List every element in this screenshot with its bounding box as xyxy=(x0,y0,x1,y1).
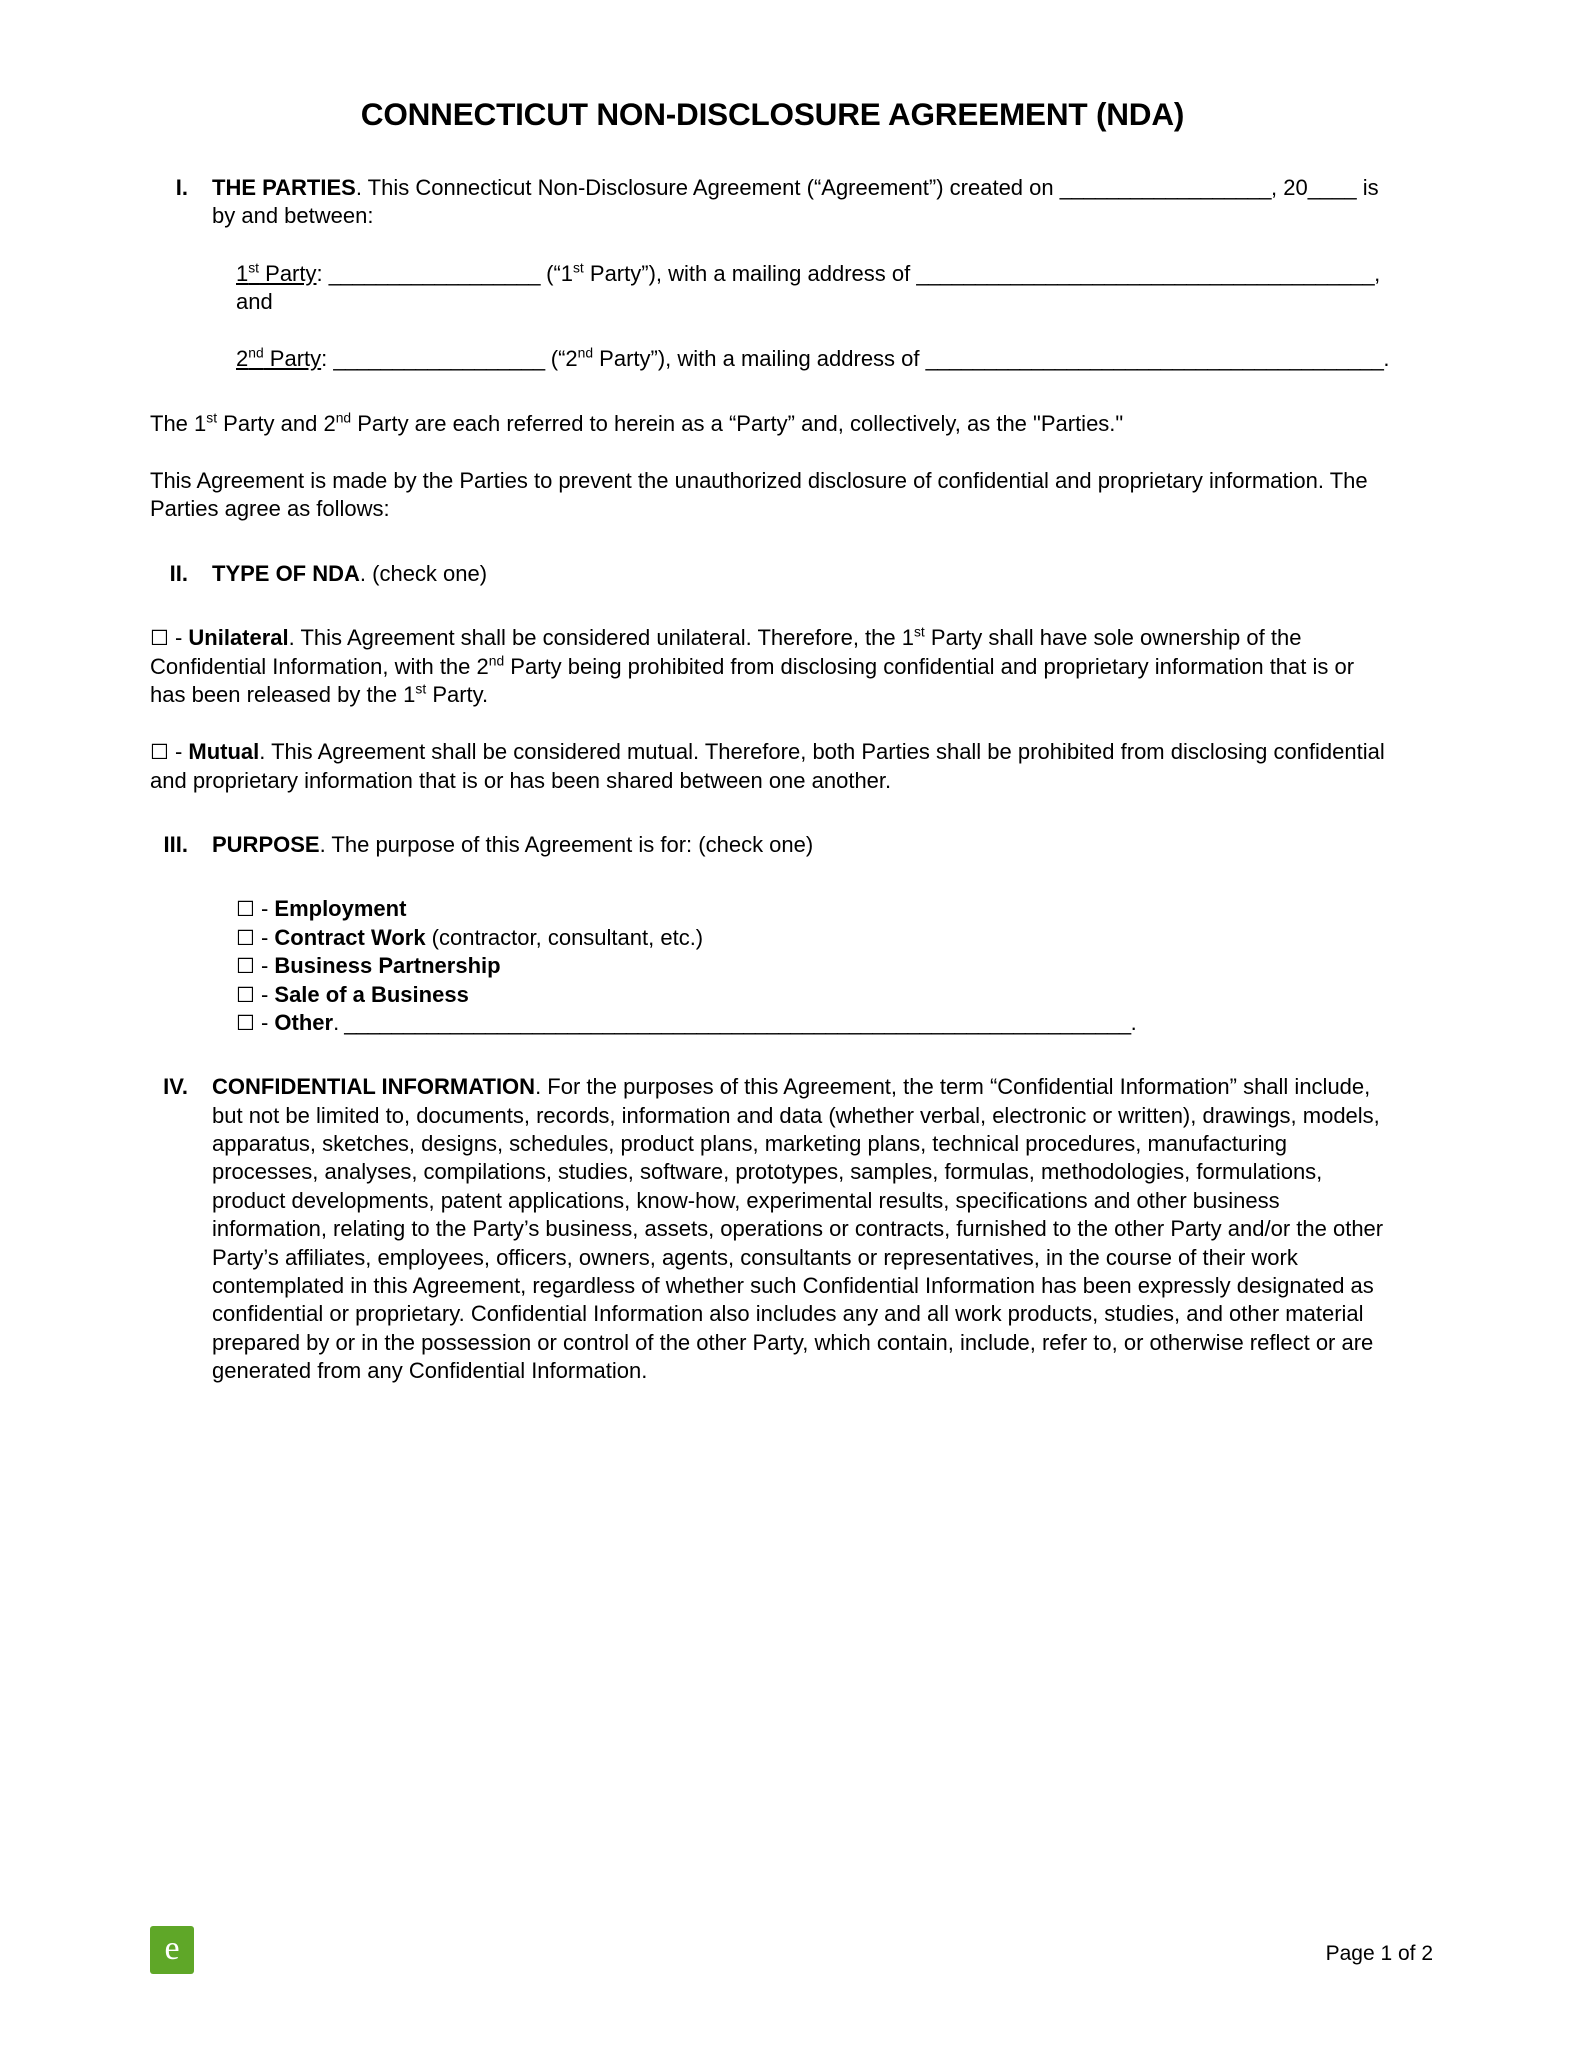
section-body-the-parties xyxy=(212,174,1395,231)
checkbox-sale-of-a-business[interactable]: ☐ xyxy=(236,982,255,1007)
parties-referral-paragraph xyxy=(150,410,1395,438)
party-1-block xyxy=(236,260,1395,317)
section-the-parties xyxy=(150,174,1395,231)
section-heading-confidential-information: CONFIDENTIAL INFORMATION xyxy=(212,1074,536,1100)
sale-of-a-business-label: Sale of a Business xyxy=(274,981,469,1007)
unilateral-text-d: Party. xyxy=(426,681,489,707)
party-1-number: 1 xyxy=(236,260,249,286)
party-1-ordinal-suffix: st xyxy=(248,259,260,276)
unilateral-sup-a: st xyxy=(914,623,925,640)
contract-work-suffix: (contractor, consultant, etc.) xyxy=(425,924,704,950)
contract-work-dash: - xyxy=(254,924,275,950)
other-label: Other xyxy=(274,1009,334,1035)
page-number: Page 1 of 2 xyxy=(1325,1942,1433,1965)
party-1-label xyxy=(236,261,317,286)
party-2-label xyxy=(236,346,321,371)
party-2-word: Party xyxy=(263,346,322,372)
party-2-colon: : xyxy=(321,346,328,372)
unilateral-text-b: Party shall have sole ownership of the Confidential Information, with the 2 xyxy=(150,625,1302,679)
purpose-heading-tail: . The purpose of this Agreement is for: (check one) xyxy=(319,832,814,858)
purpose-option-business-partnership[interactable] xyxy=(236,952,1395,980)
unilateral-label: Unilateral xyxy=(188,625,289,651)
party-2-ordinal-suffix: nd xyxy=(248,344,264,361)
purpose-option-sale-of-a-business[interactable] xyxy=(236,981,1395,1009)
sale-of-a-business-dash: - xyxy=(254,981,275,1007)
checkbox-employment[interactable]: ☐ xyxy=(236,897,255,922)
parties-intro-a: . This Connecticut Non-Disclosure Agreement (“Agreement”) created on xyxy=(355,174,1054,200)
section-numeral-iii: III. xyxy=(163,832,188,858)
checkbox-business-partnership[interactable]: ☐ xyxy=(236,954,255,979)
section-body-purpose xyxy=(212,831,1395,859)
contract-work-label: Contract Work xyxy=(274,924,426,950)
section-purpose xyxy=(150,831,1395,859)
other-blank[interactable]: . ___________________________________________________________________. xyxy=(333,1009,1137,1035)
section-type-of-nda xyxy=(150,560,1395,588)
unilateral-sup-c: st xyxy=(415,680,427,697)
party-2-tail: . xyxy=(1383,346,1390,372)
section-heading-type-of-nda: TYPE OF NDA xyxy=(212,560,360,586)
section-heading-purpose: PURPOSE xyxy=(212,832,320,858)
unilateral-dash: - xyxy=(168,625,189,651)
party-1-name-blank[interactable]: __________________ xyxy=(328,260,540,286)
eforms-logo-icon xyxy=(150,1926,194,1974)
party-2-quote-open: (“2 xyxy=(544,346,578,372)
party-1-colon: : xyxy=(316,260,323,286)
section-numeral-iv: IV. xyxy=(163,1074,188,1100)
mutual-text-a: . This Agreement shall be considered mutual. Therefore, both Parties shall be prohibited from disclosing confidential and proprietary information that is or has been shared between one another. xyxy=(150,739,1385,793)
checkbox-unilateral[interactable]: ☐ xyxy=(150,626,169,651)
business-partnership-label: Business Partnership xyxy=(274,953,501,979)
party-2-number: 2 xyxy=(236,346,249,372)
checkbox-mutual[interactable]: ☐ xyxy=(150,740,169,765)
referral-a: The 1 xyxy=(150,410,207,436)
section-numeral-i: I. xyxy=(175,174,188,200)
parties-date-blank[interactable]: __________________ xyxy=(1059,174,1271,200)
purpose-option-contract-work[interactable] xyxy=(236,924,1395,952)
referral-ordinal-2: nd xyxy=(335,409,352,426)
unilateral-text-a: . This Agreement shall be considered unilateral. Therefore, the 1 xyxy=(288,625,914,651)
purpose-options-list xyxy=(236,895,1395,1037)
party-2-address-blank[interactable]: _______________________________________ xyxy=(925,346,1384,372)
section-confidential-information xyxy=(150,1073,1395,1385)
party-1-address-blank[interactable]: _______________________________________ xyxy=(916,260,1375,286)
party-1-quote-ordinal: st xyxy=(573,259,584,276)
referral-b: Party and 2 xyxy=(217,410,336,436)
section-heading-the-parties: THE PARTIES xyxy=(212,174,356,200)
nda-type-option-unilateral[interactable] xyxy=(150,624,1395,709)
section-body-confidential-information xyxy=(212,1073,1395,1385)
party-2-quote-close: Party”), with a mailing address of xyxy=(593,346,920,372)
employment-dash: - xyxy=(254,896,275,922)
party-2-block xyxy=(236,345,1395,373)
mutual-dash: - xyxy=(168,739,189,765)
confidential-information-body: . For the purposes of this Agreement, the term “Confidential Information” shall include, but not be limited to, documents, records, information and data (whether verbal, electronic or written), drawings, models, apparatus, sketches, designs, schedules, product plans, marketing plans, technical procedures, manufacturing processes, analyses, compilations, studies, software, prototypes, samples, formulas, methodologies, formulations, product developments, patent applications, know-how, experimental results, specifications and other business information, relating to the Party’s business, assets, operations or contracts, furnished to the other Party and/or the other Party’s affiliates, employees, officers, owners, agents, consultants or representatives, in the course of their work contemplated in this Agreement, regardless of whether such Confidential Information has been expressly designated as confidential or proprietary. Confidential Information also includes any and all work products, studies, and other material prepared by or in the possession or control of the other Party, which contain, include, refer to, or otherwise reflect or are generated from any Confidential Information. xyxy=(212,1074,1384,1384)
party-1-tail: , and xyxy=(236,260,1381,314)
parties-intro-b: , 20____ is by and between: xyxy=(212,174,1379,229)
type-of-nda-heading-tail: . (check one) xyxy=(359,560,488,586)
section-body-type-of-nda xyxy=(212,560,1395,588)
mutual-label: Mutual xyxy=(188,739,260,765)
purpose-option-other[interactable] xyxy=(236,1009,1395,1037)
referral-ordinal-1: st xyxy=(206,409,218,426)
party-1-quote-close: Party”), with a mailing address of xyxy=(583,260,911,286)
purpose-option-employment[interactable] xyxy=(236,895,1395,923)
logo-letter: e xyxy=(164,1930,180,1967)
party-2-quote-ordinal: nd xyxy=(577,344,594,361)
party-1-quote-open: (“1 xyxy=(540,260,573,286)
page-title: CONNECTICUT NON-DISCLOSURE AGREEMENT (NDA) xyxy=(360,96,1185,132)
checkbox-contract-work[interactable]: ☐ xyxy=(236,925,255,950)
other-dash: - xyxy=(254,1009,275,1035)
section-numeral-ii: II. xyxy=(169,560,188,586)
document-content xyxy=(150,96,1395,1385)
party-2-name-blank[interactable]: __________________ xyxy=(333,346,545,372)
unilateral-sup-b: nd xyxy=(488,652,505,669)
parties-agreement-statement: This Agreement is made by the Parties to prevent the unauthorized disclosure of confidential and proprietary information. The Parties agree as follows: xyxy=(150,468,1368,522)
page-footer xyxy=(150,1914,1433,1974)
nda-type-option-mutual[interactable] xyxy=(150,738,1395,795)
employment-label: Employment xyxy=(274,896,407,922)
referral-c: Party are each referred to herein as a “Party” and, collectively, as the "Parties." xyxy=(351,410,1124,436)
unilateral-text-c: Party being prohibited from disclosing confidential and proprietary information that is or has been released by the 1 xyxy=(150,653,1355,707)
business-partnership-dash: - xyxy=(254,953,275,979)
checkbox-other[interactable]: ☐ xyxy=(236,1010,255,1035)
party-1-word: Party xyxy=(259,260,317,286)
